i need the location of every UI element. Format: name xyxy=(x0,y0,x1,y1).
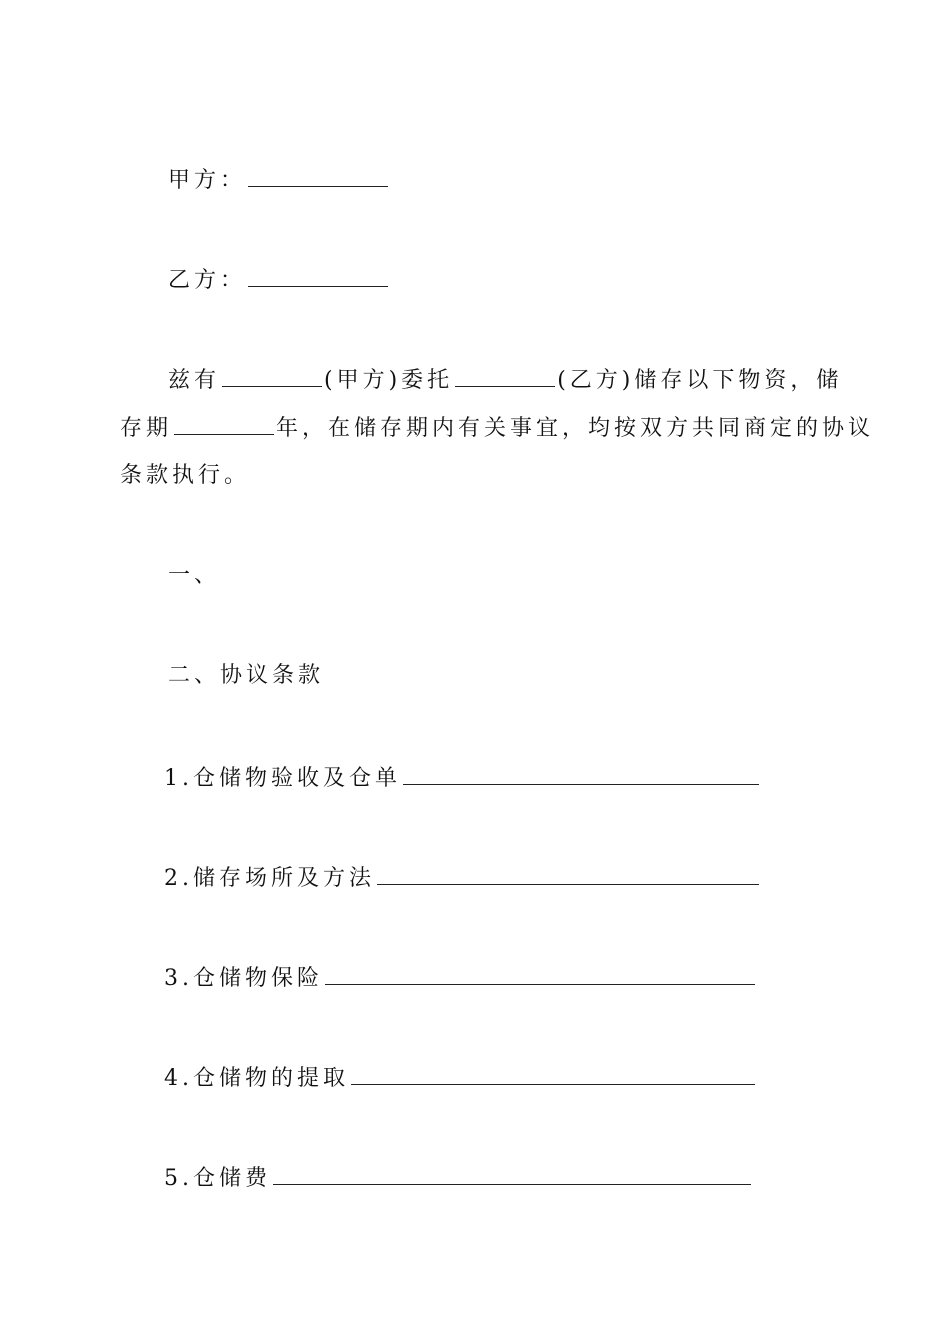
clause-4-blank[interactable] xyxy=(351,1062,755,1085)
intro-text-6: 条款执行。 xyxy=(120,463,251,488)
clause-5-blank[interactable] xyxy=(273,1162,751,1185)
clause-4 xyxy=(164,1062,744,1093)
party-b-line xyxy=(168,264,390,295)
party-a-label: 甲方： xyxy=(168,168,247,193)
intro-text-1: 兹有 xyxy=(168,368,221,393)
clause-3-label: 3.仓储物保险 xyxy=(164,966,323,991)
section-2-label: 二、协议条款 xyxy=(168,663,325,688)
clause-3 xyxy=(164,962,744,993)
clause-1-blank[interactable] xyxy=(403,762,759,785)
clause-5-label: 5.仓储费 xyxy=(164,1166,271,1191)
party-a-blank[interactable] xyxy=(248,164,388,187)
party-a-line xyxy=(168,164,390,195)
clause-1-label: 1.仓储物验收及仓单 xyxy=(164,766,401,791)
intro-text-4: 存期 xyxy=(120,416,173,441)
party-a-name-blank[interactable] xyxy=(222,364,322,387)
intro-text-2: (甲方)委托 xyxy=(324,368,454,393)
intro-text-5: 年，在储存期内有关事宜，均按双方共同商定的协议 xyxy=(276,416,875,441)
section-1-label: 一、 xyxy=(168,563,221,588)
intro-line-2 xyxy=(120,412,874,443)
party-b-name-blank[interactable] xyxy=(455,364,555,387)
clause-2 xyxy=(164,862,744,893)
clause-5 xyxy=(164,1162,744,1193)
section-1-heading xyxy=(168,562,220,590)
party-b-blank[interactable] xyxy=(248,264,388,287)
clause-4-label: 4.仓储物的提取 xyxy=(164,1066,349,1091)
intro-line-3 xyxy=(120,462,250,490)
intro-line-1 xyxy=(168,364,842,395)
clause-3-blank[interactable] xyxy=(325,962,755,985)
clause-2-blank[interactable] xyxy=(377,862,759,885)
party-b-label: 乙方： xyxy=(168,268,247,293)
clause-2-label: 2.储存场所及方法 xyxy=(164,866,375,891)
section-2-heading xyxy=(168,662,324,690)
intro-text-3: (乙方)储存以下物资，储 xyxy=(557,368,843,393)
clause-1 xyxy=(164,762,744,793)
storage-period-blank[interactable] xyxy=(174,412,274,435)
